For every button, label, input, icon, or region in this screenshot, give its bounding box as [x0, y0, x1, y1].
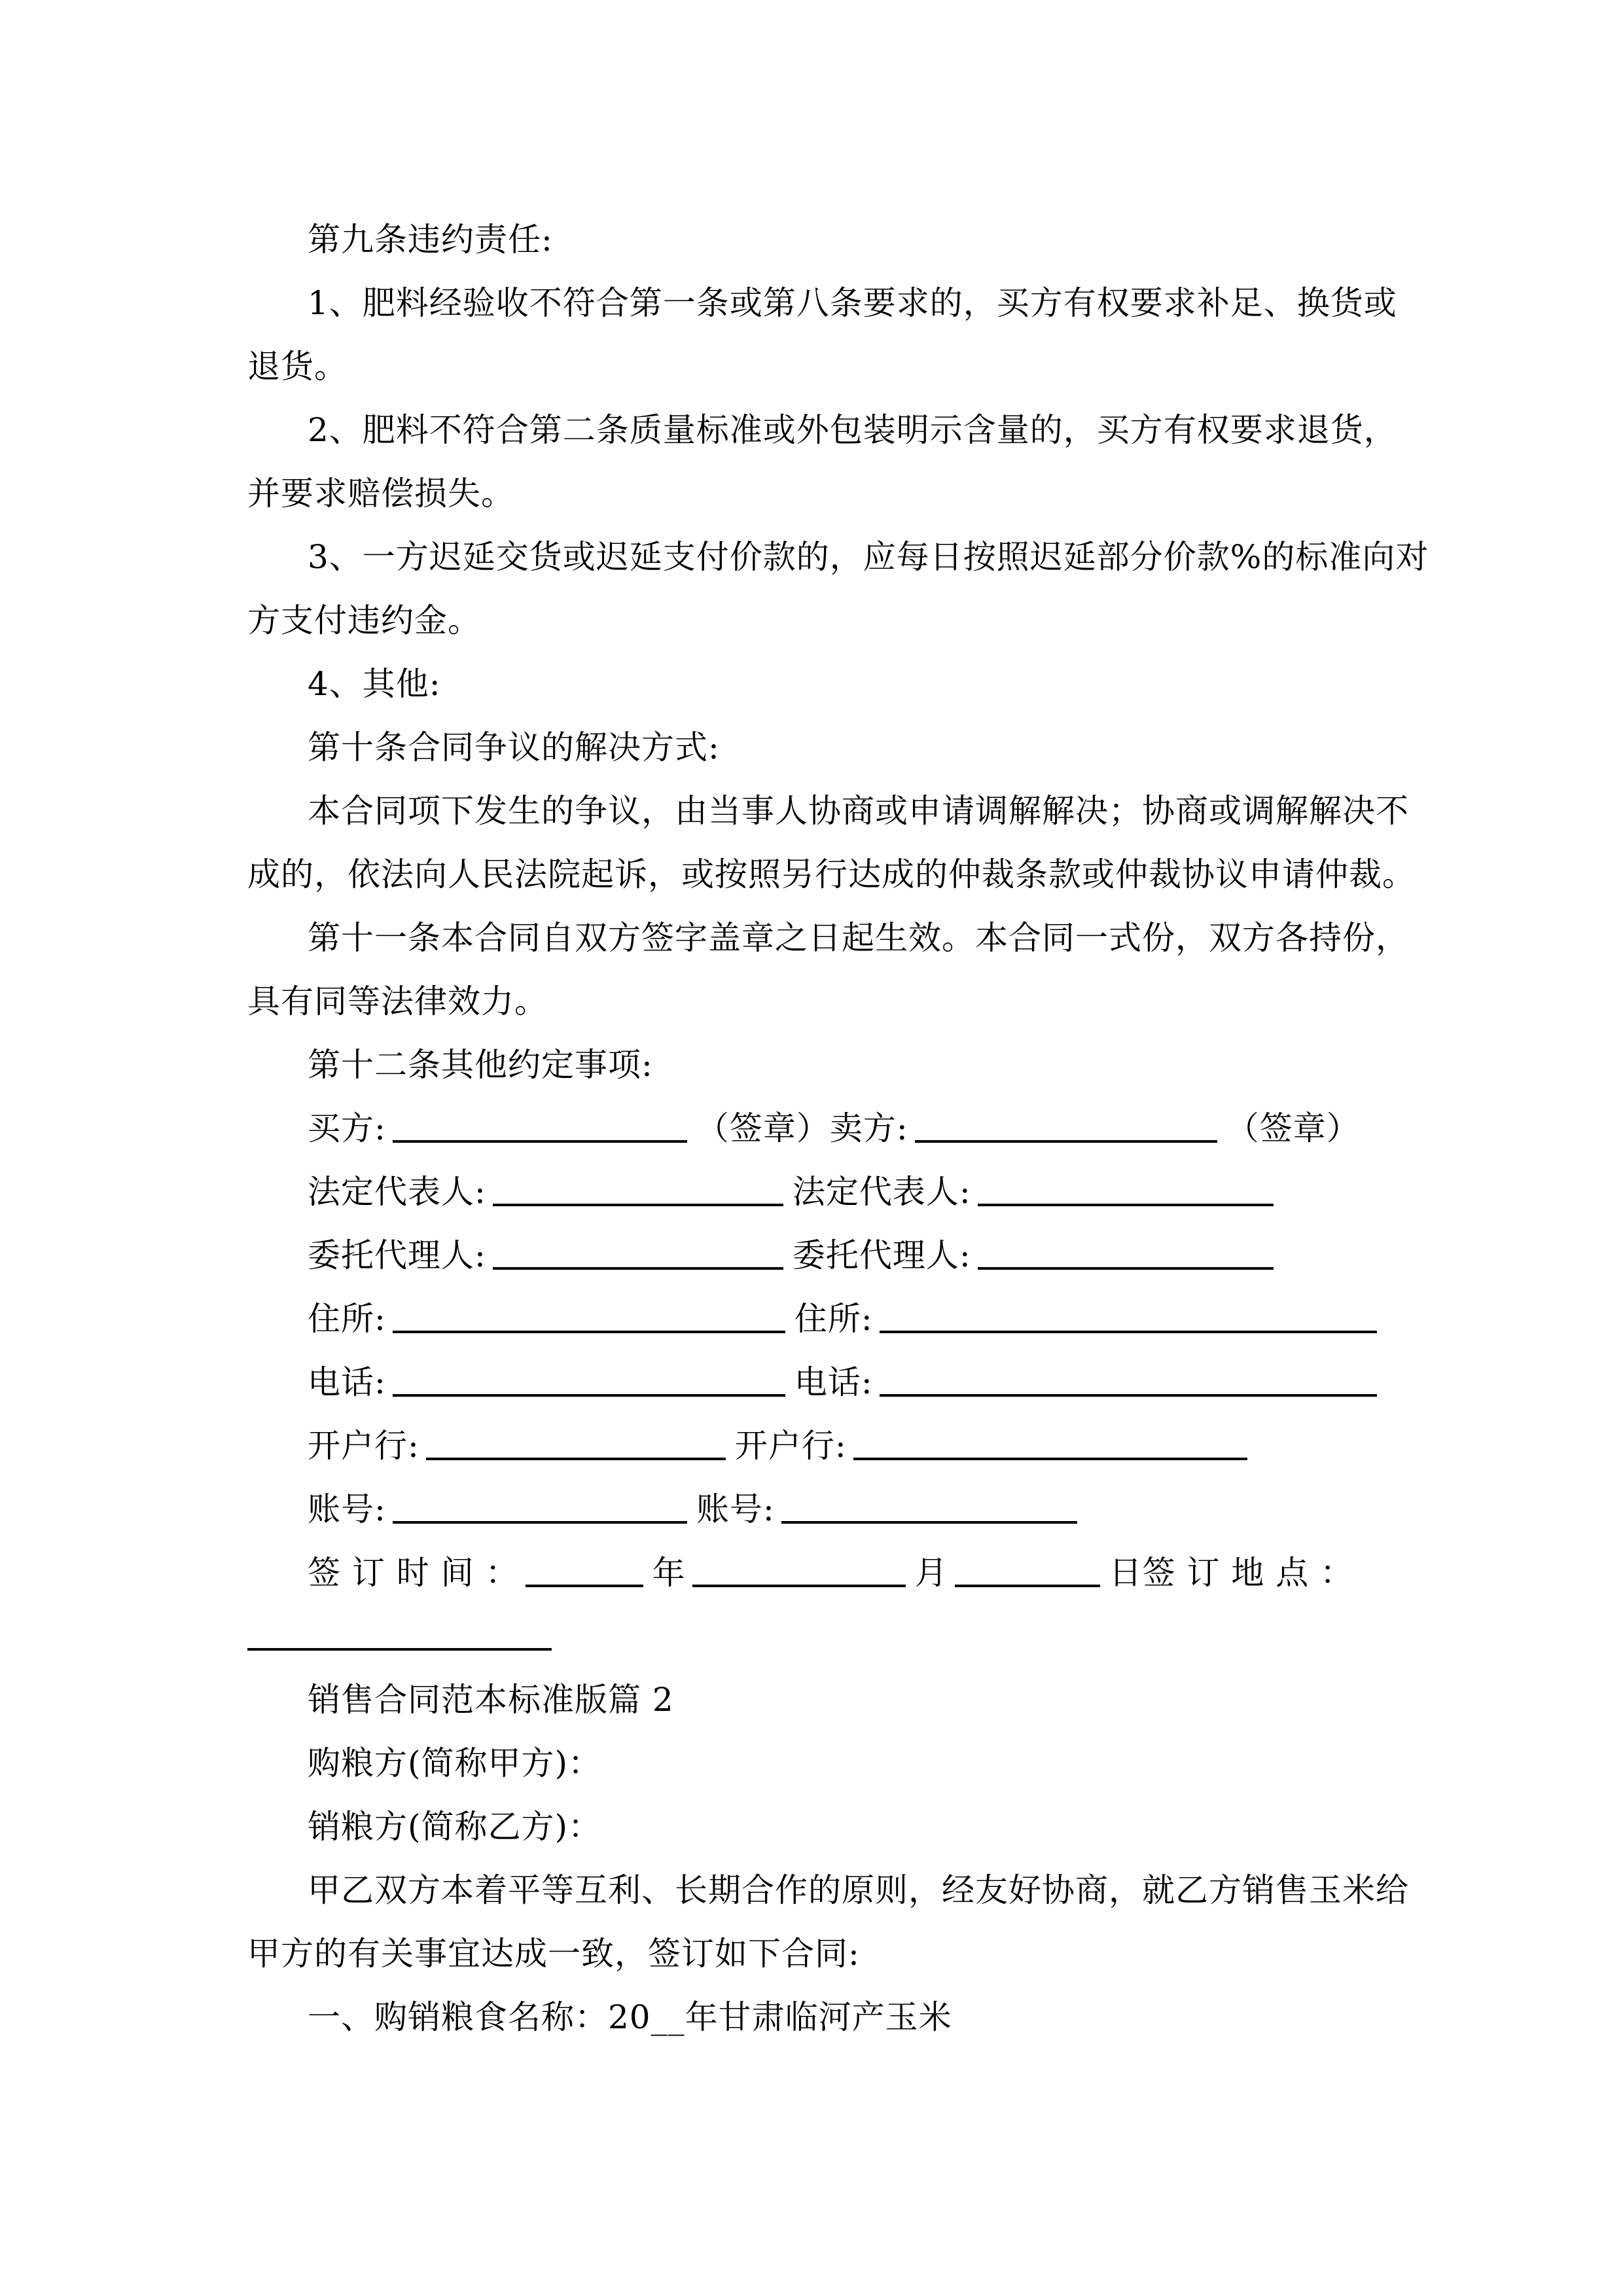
address-right-label: 住所: — [794, 1300, 873, 1338]
sign-row-bank — [247, 1414, 1432, 1478]
day-blank — [955, 1562, 1100, 1587]
line-item3-part2: 方支付违约金。 — [247, 601, 481, 639]
line-article11-part2: 具有同等法律效力。 — [247, 982, 548, 1020]
sign-row-phone — [247, 1351, 1432, 1414]
legal-rep-left-label: 法定代表人: — [308, 1173, 486, 1211]
month-blank — [692, 1562, 906, 1587]
seller-name-blank — [915, 1118, 1217, 1143]
day-label: 日 — [1109, 1554, 1143, 1592]
seller-label: 卖方: — [829, 1109, 908, 1147]
sign-row-date-place — [247, 1541, 1432, 1605]
sign-row-address — [247, 1287, 1432, 1351]
sign-row-place-blank — [247, 1605, 1432, 1668]
line-article10-part1: 本合同项下发生的争议，由当事人协商或申请调解解决；协商或调解解决不 — [308, 792, 1409, 830]
line-item3-part1: 3、一方迟延交货或迟延支付价款的，应每日按照迟延部分价款%的标准向对 — [308, 538, 1429, 576]
agent-left-blank — [493, 1245, 783, 1270]
line-article11-part1: 第十一条本合同自双方签字盖章之日起生效。本合同一式份，双方各持份， — [308, 919, 1409, 957]
line-item2-part1: 2、肥料不符合第二条质量标准或外包装明示含量的，买方有权要求退货， — [308, 411, 1397, 449]
account-right-blank — [781, 1499, 1077, 1524]
line-item1-part2: 退货。 — [247, 348, 348, 386]
sign-row-account — [247, 1478, 1432, 1541]
bank-right-label: 开户行: — [734, 1427, 847, 1465]
bank-right-blank — [853, 1435, 1247, 1460]
line-part2-title: 销售合同范本标准版篇 2 — [308, 1681, 674, 1719]
sign-row-agent — [247, 1224, 1432, 1287]
phone-right-blank — [880, 1372, 1377, 1397]
line-item1-part1: 1、肥料经验收不符合第一条或第八条要求的，买方有权要求补足、换货或 — [308, 284, 1397, 322]
address-right-blank — [880, 1308, 1377, 1333]
agent-left-label: 委托代理人: — [308, 1236, 486, 1274]
phone-left-blank — [393, 1372, 785, 1397]
legal-rep-right-blank — [978, 1181, 1274, 1206]
legal-rep-left-blank — [493, 1181, 783, 1206]
bank-left-blank — [426, 1435, 726, 1460]
place-blank — [247, 1626, 552, 1651]
sign-time-label: 签 订 时 间 ： — [308, 1554, 519, 1592]
buyer-seal-label: （签章） — [696, 1109, 830, 1147]
line-part2-preamble-2: 甲方的有关事宜达成一致，签订如下合同: — [247, 1935, 860, 1973]
account-left-blank — [393, 1499, 687, 1524]
sign-row-buyer-seller — [247, 1097, 1432, 1160]
agent-right-blank — [978, 1245, 1274, 1270]
phone-left-label: 电话: — [308, 1363, 386, 1401]
phone-right-label: 电话: — [794, 1363, 873, 1401]
account-right-label: 账号: — [696, 1490, 775, 1528]
contract-text-block — [247, 208, 1432, 2049]
legal-rep-right-label: 法定代表人: — [792, 1173, 971, 1211]
line-part2-party-a: 购粮方(简称甲方)： — [308, 1744, 602, 1782]
agent-right-label: 委托代理人: — [792, 1236, 971, 1274]
line-part2-clause1: 一、购销粮食名称：20__年甘肃临河产玉米 — [308, 1998, 952, 2036]
sign-place-label: 签 订 地 点 ： — [1142, 1554, 1354, 1592]
month-label: 月 — [914, 1554, 948, 1592]
sign-row-legal-rep — [247, 1160, 1432, 1224]
address-left-blank — [393, 1308, 785, 1333]
line-item4: 4、其他: — [308, 665, 441, 703]
buyer-name-blank — [393, 1118, 687, 1143]
bank-left-label: 开户行: — [308, 1427, 419, 1465]
year-label: 年 — [652, 1554, 686, 1592]
seller-seal-label: （签章） — [1226, 1109, 1360, 1147]
year-blank — [526, 1562, 643, 1587]
line-article12-heading: 第十二条其他约定事项: — [308, 1046, 653, 1084]
buyer-label: 买方: — [308, 1109, 386, 1147]
line-article10-part2: 成的，依法向人民法院起诉，或按照另行达成的仲裁条款或仲裁协议申请仲裁。 — [247, 855, 1416, 893]
line-item2-part2: 并要求赔偿损失。 — [247, 475, 514, 512]
line-article10-heading: 第十条合同争议的解决方式: — [308, 728, 720, 766]
address-left-label: 住所: — [308, 1300, 386, 1338]
account-left-label: 账号: — [308, 1490, 386, 1528]
line-part2-party-b: 销粮方(简称乙方)： — [308, 1808, 602, 1846]
line-part2-preamble-1: 甲乙双方本着平等互利、长期合作的原则，经友好协商，就乙方销售玉米给 — [308, 1871, 1409, 1909]
line-article9-heading: 第九条违约责任: — [308, 221, 553, 259]
